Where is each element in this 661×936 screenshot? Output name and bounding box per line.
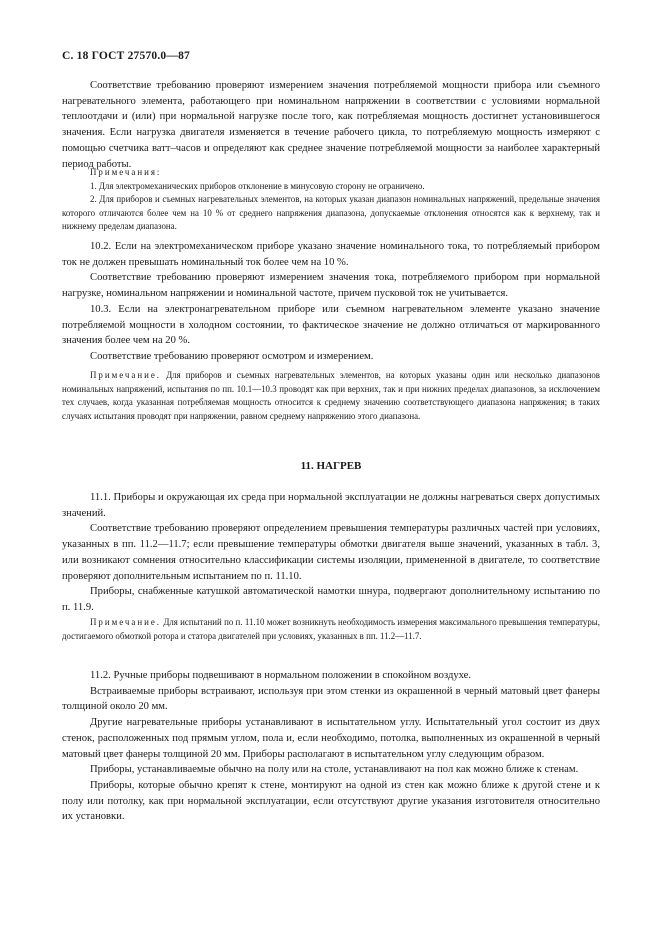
paragraph: Другие нагревательные приборы устанавливают в испытательном углу. Испытательный угол состоит из двух стенок, расположенных под прямым углом, пола и, если необходимо, потолка, выполненных из окрашенной в черный матовый цвет фанеры толщиной 20 мм. Приборы располагают в испытательном углу следующим образом. — [62, 717, 600, 760]
note-paragraph — [62, 616, 600, 643]
page-header: С. 18 ГОСТ 27570.0—87 — [62, 50, 190, 62]
paragraph: Соответствие требованию проверяют измерением значения тока, потребляемого прибором при нормальной нагрузке, номинальном напряжении и номинальной частоте, причем пусковой ток не учитывается. — [62, 272, 600, 300]
note-text: Для приборов и съемных нагревательных элементов, на которых указаны один или несколько диапазонов номинальных напряжений, испытания по пп. 10.1—10.3 проводят как при верхних, так и при нижних пределах диапазонов, за исключением тех случаев, когда указанная потребляемая мощность относится к среднему значению соответствующего диапазона напряжения; в таких случаях испытания проводят при напряжении, равном среднему напряжению этого диапазона. — [62, 370, 600, 421]
paragraph: 10.3. Если на электронагревательном приборе или съемном нагревательном элементе указано значение потребляемой мощности в холодном состоянии, то фактическое значение не должно отличаться от маркированного значения более чем на 20 %. — [62, 303, 600, 347]
notes-block — [62, 166, 600, 234]
paragraph: Встраиваемые приборы встраивают, используя при этом стенки из окрашенной в черный матовый цвет фанеры толщиной около 20 мм. — [62, 685, 600, 713]
note-item: 1. Для электромеханических приборов отклонение в минусовую сторону не ограничено. — [90, 180, 425, 191]
note-item: 2. Для приборов и съемных нагревательных элементов, на которых указан диапазон номинальных напряжений, предельные значения которого отличаются более чем на 10 % от среднего напряжения диапазона, допускаемые отклонения относятся как к верхнему, так и нижнему пределам диапазона. — [62, 194, 600, 232]
clause-11-1 — [62, 490, 600, 616]
paragraph: Соответствие требованию проверяют измерением значения потребляемой мощности прибора или съемного нагревательного элемента, работающего при номинальном напряжении в соответствии с условиями нормальной теплоотдачи и (или) при нормальной нагрузке после того, как потребляемая мощность достигнет установившегося значения. Если нагрузка двигателя изменяется в течение рабочего цикла, то потребляемую мощность измеряют с помощью счетчика ватт–часов и определяют как среднее значение потребляемой мощности за наиболее характерный период работы. — [62, 80, 600, 170]
note-paragraph — [62, 369, 600, 423]
paragraph: 11.1. Приборы и окружающая их среда при нормальной эксплуатации не должны нагреваться сверх допустимых значений. — [62, 492, 600, 519]
paragraph: Приборы, устанавливаемые обычно на полу или на столе, устанавливают на пол как можно ближе к стенам. — [90, 764, 579, 776]
clause-11-2 — [62, 668, 600, 825]
note-label: Примечание. — [90, 617, 161, 627]
paragraph: 11.2. Ручные приборы подвешивают в нормальном положении в спокойном воздухе. — [90, 670, 472, 681]
clause-10-2-10-3 — [62, 239, 600, 365]
paragraph: Соответствие требованию проверяют определением превышения температуры различных частей при условиях, указанных в пп. 11.2—11.7; если превышение температуры обмотки двигателя выше значений, указанных в табл. 3, или возникают сомнения относительно классификации системы изоляции, примененной в двигателе, то соответствие проверяют дополнительным испытанием по п. 11.10. — [62, 523, 600, 582]
paragraph: Приборы, которые обычно крепят к стене, монтируют на одной из стен как можно ближе к другой стене и к полу или потолку, как при нормальной эксплуатации, если отсутствуют другие указания изготовителя относительно их установки. — [62, 779, 600, 823]
power-check-paragraph — [62, 78, 600, 172]
paragraph: 10.2. Если на электромеханическом приборе указано значение номинального тока, то потребляемый прибором ток не должен превышать номинальный ток более чем на 10 %. — [62, 241, 600, 268]
note-label: Примечание. — [90, 370, 161, 380]
note-winding-temperature — [62, 616, 600, 643]
section-title: 11. НАГРЕВ — [300, 460, 362, 472]
notes-heading: Примечания: — [90, 167, 162, 177]
note-text: Для испытаний по п. 11.10 может возникнуть необходимость измерения максимального превышения температуры, достигаемого обмоткой ротора и статора двигателей при условиях, указанных в пп. 11.2—11.7. — [62, 617, 600, 641]
paragraph: Соответствие требованию проверяют осмотром и измерением. — [90, 350, 374, 362]
note-voltage-ranges — [62, 369, 600, 423]
paragraph: Приборы, снабженные катушкой автоматической намотки шнура, подвергают дополнительному испытанию по п. 11.9. — [62, 586, 600, 613]
